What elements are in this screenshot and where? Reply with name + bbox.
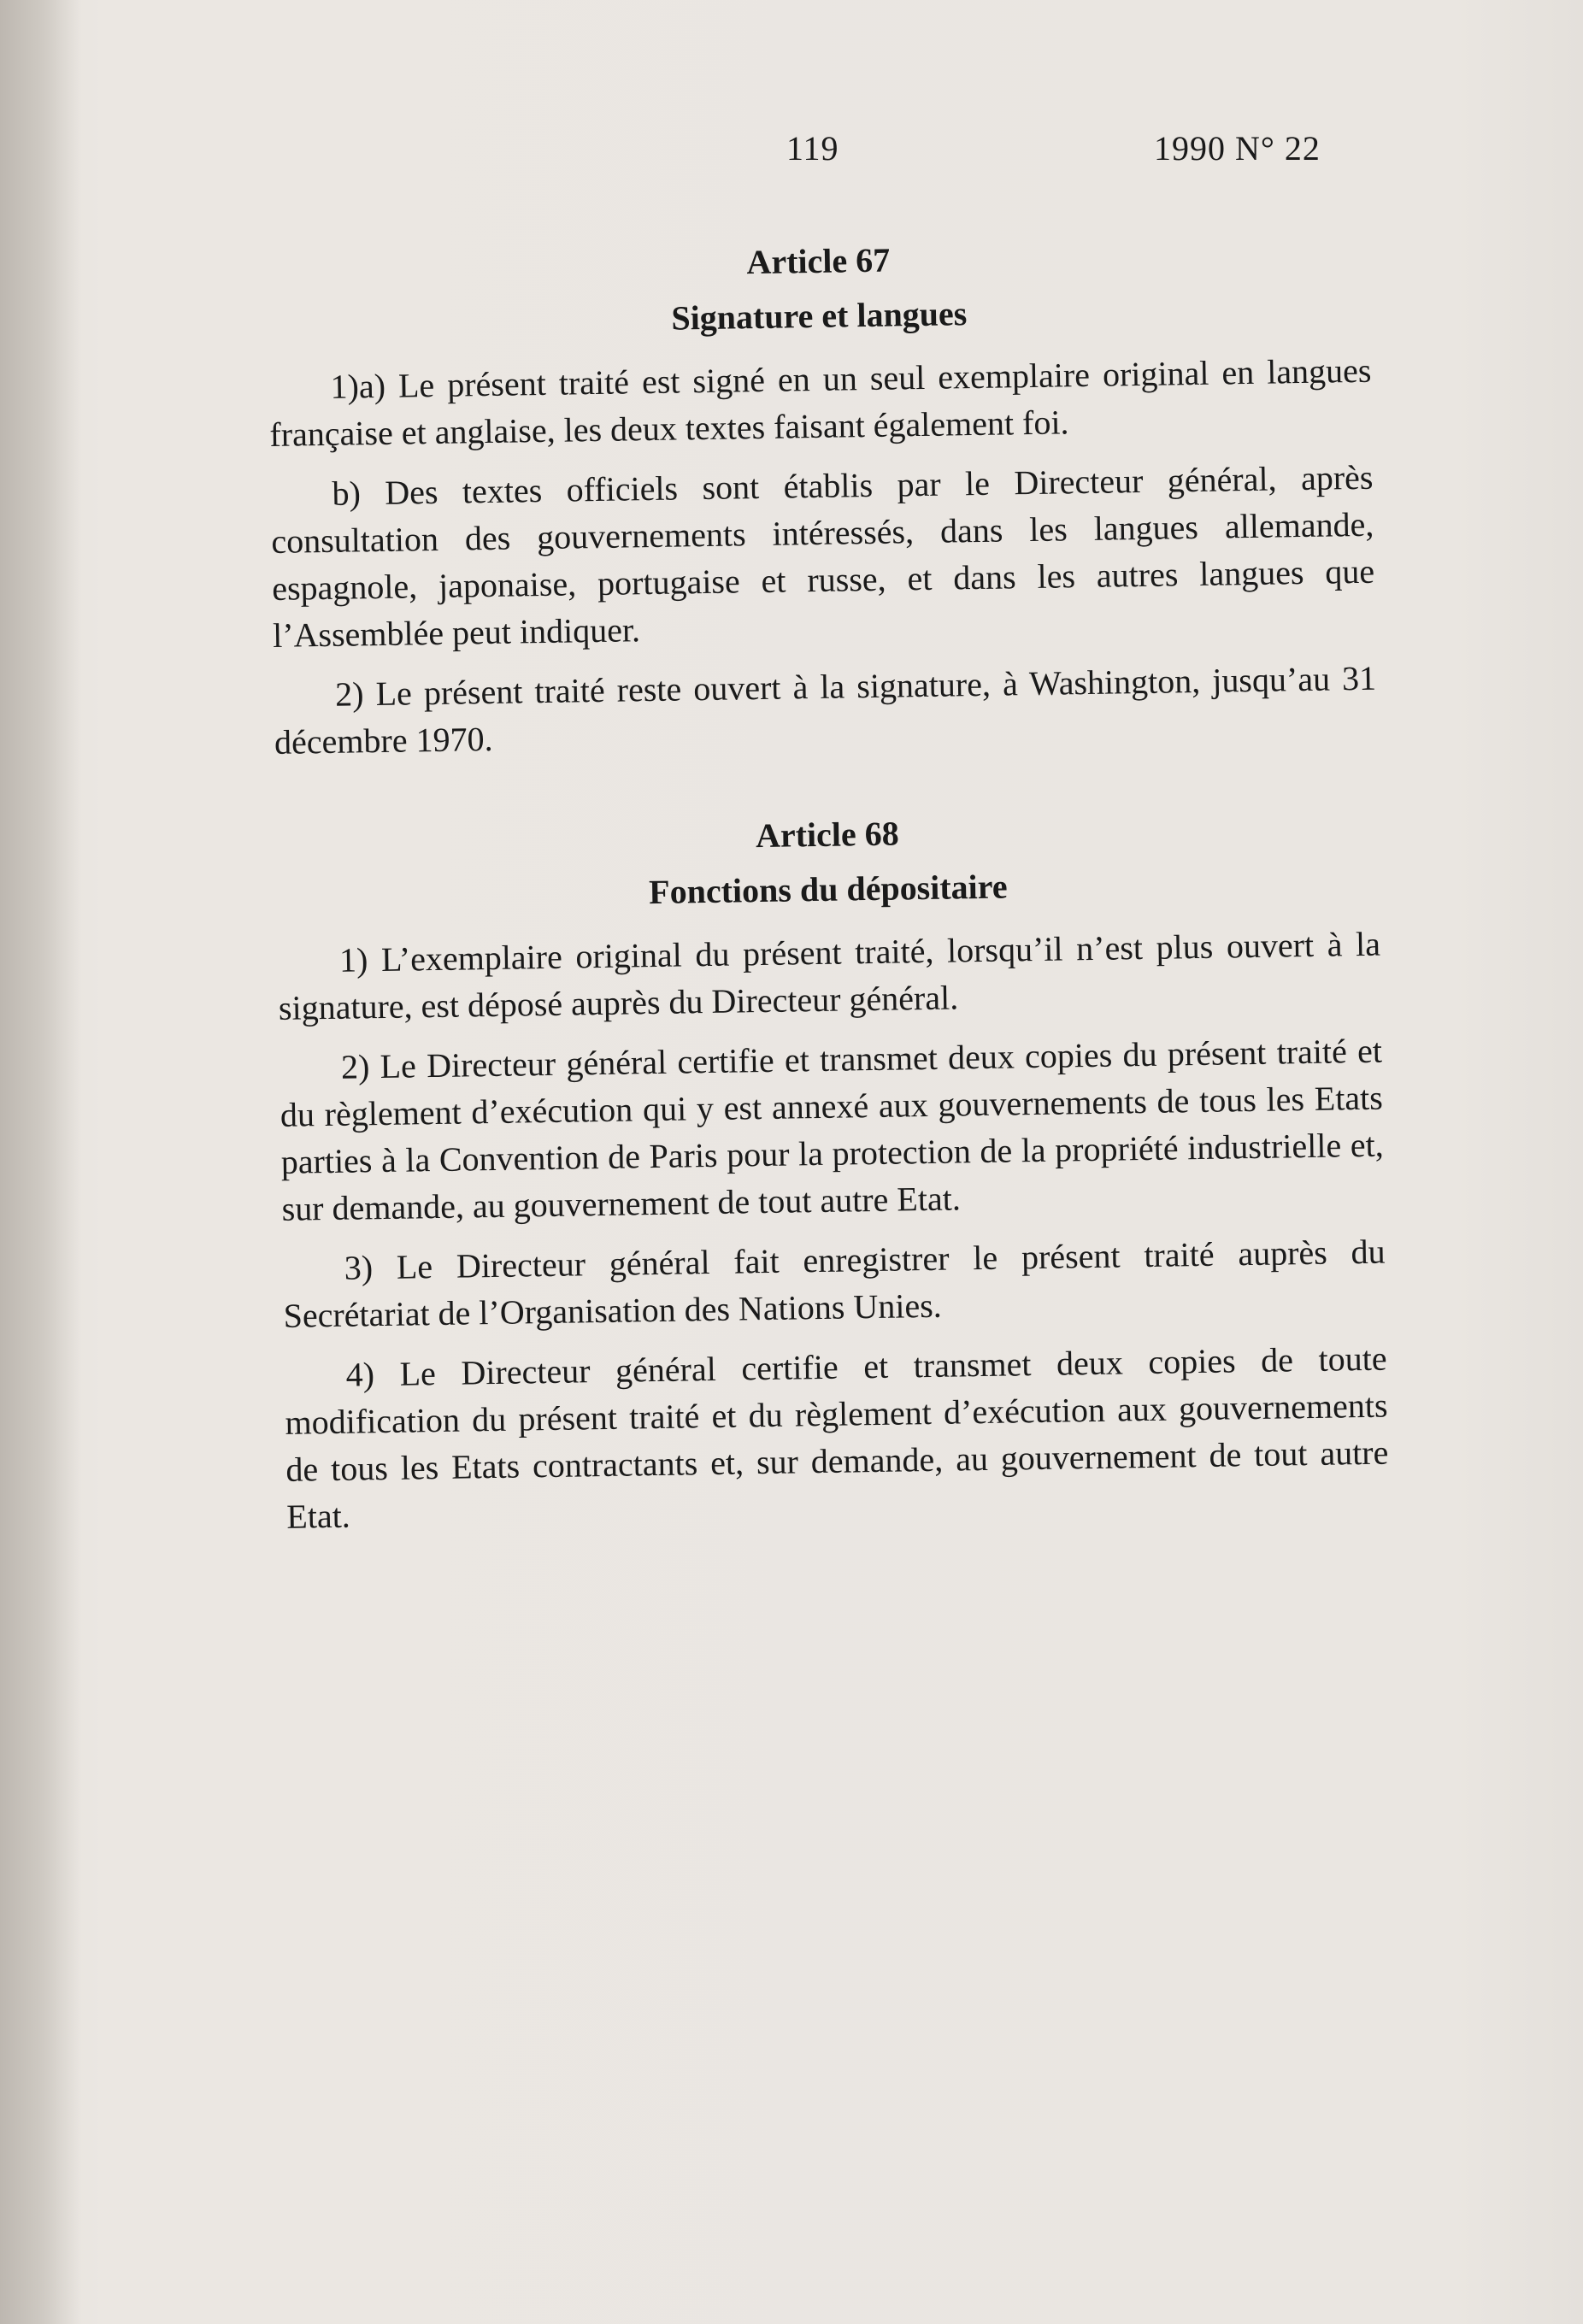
- paragraph: 2) Le Directeur général certifie et transmet deux copies du présent traité et du règlement d’exécution qui y est annexé aux gouvernements de tous les Etats parties à la Convention de Paris pour la protection de la propriété industrielle et, sur demande, au gouvernement de tout autre Etat.: [280, 1031, 1384, 1228]
- paragraph: b) Des textes officiels sont établis par le Directeur général, après consultation des gouvernements intéressés, dans les langues allemande, espagnole, japonaise, portugaise et russe, et dans les autres langues que l’Assemblée peut indiquer.: [271, 457, 1375, 655]
- article-subtitle: Signature et langues: [671, 294, 968, 338]
- page-body: [267, 231, 1390, 1553]
- paragraph: 1) L’exemplaire original du présent traité, lorsqu’il n’est plus ouvert à la signature, est déposé auprès du Directeur général.: [278, 924, 1381, 1027]
- article-subtitle: Fonctions du dépositaire: [648, 867, 1008, 912]
- page-number: 119: [786, 129, 839, 168]
- article-title: Article 67: [746, 240, 891, 282]
- issue-number: 1990 N° 22: [1154, 129, 1321, 168]
- article-67: [267, 231, 1377, 766]
- paragraph: 4) Le Directeur général certifie et transmet deux copies de toute modification du présent traité et du règlement d’exécution aux gouvernements de tous les Etats contractants et, sur demande, au gouvernement de tout autre Etat.: [285, 1339, 1389, 1536]
- paragraph: 1)a) Le présent traité est signé en un seul exemplaire original en langues française et anglaise, les deux textes faisant également foi.: [269, 350, 1372, 454]
- paragraph: 2) Le présent traité reste ouvert à la signature, à Washington, jusqu’au 31 décembre 1970.: [274, 658, 1377, 762]
- article-68: [276, 804, 1390, 1540]
- article-title: Article 68: [755, 814, 900, 856]
- binding-shadow: [0, 0, 81, 2324]
- paragraph: 3) Le Directeur général fait enregistrer le présent traité auprès du Secrétariat de l’Organisation des Nations Unies.: [283, 1232, 1386, 1335]
